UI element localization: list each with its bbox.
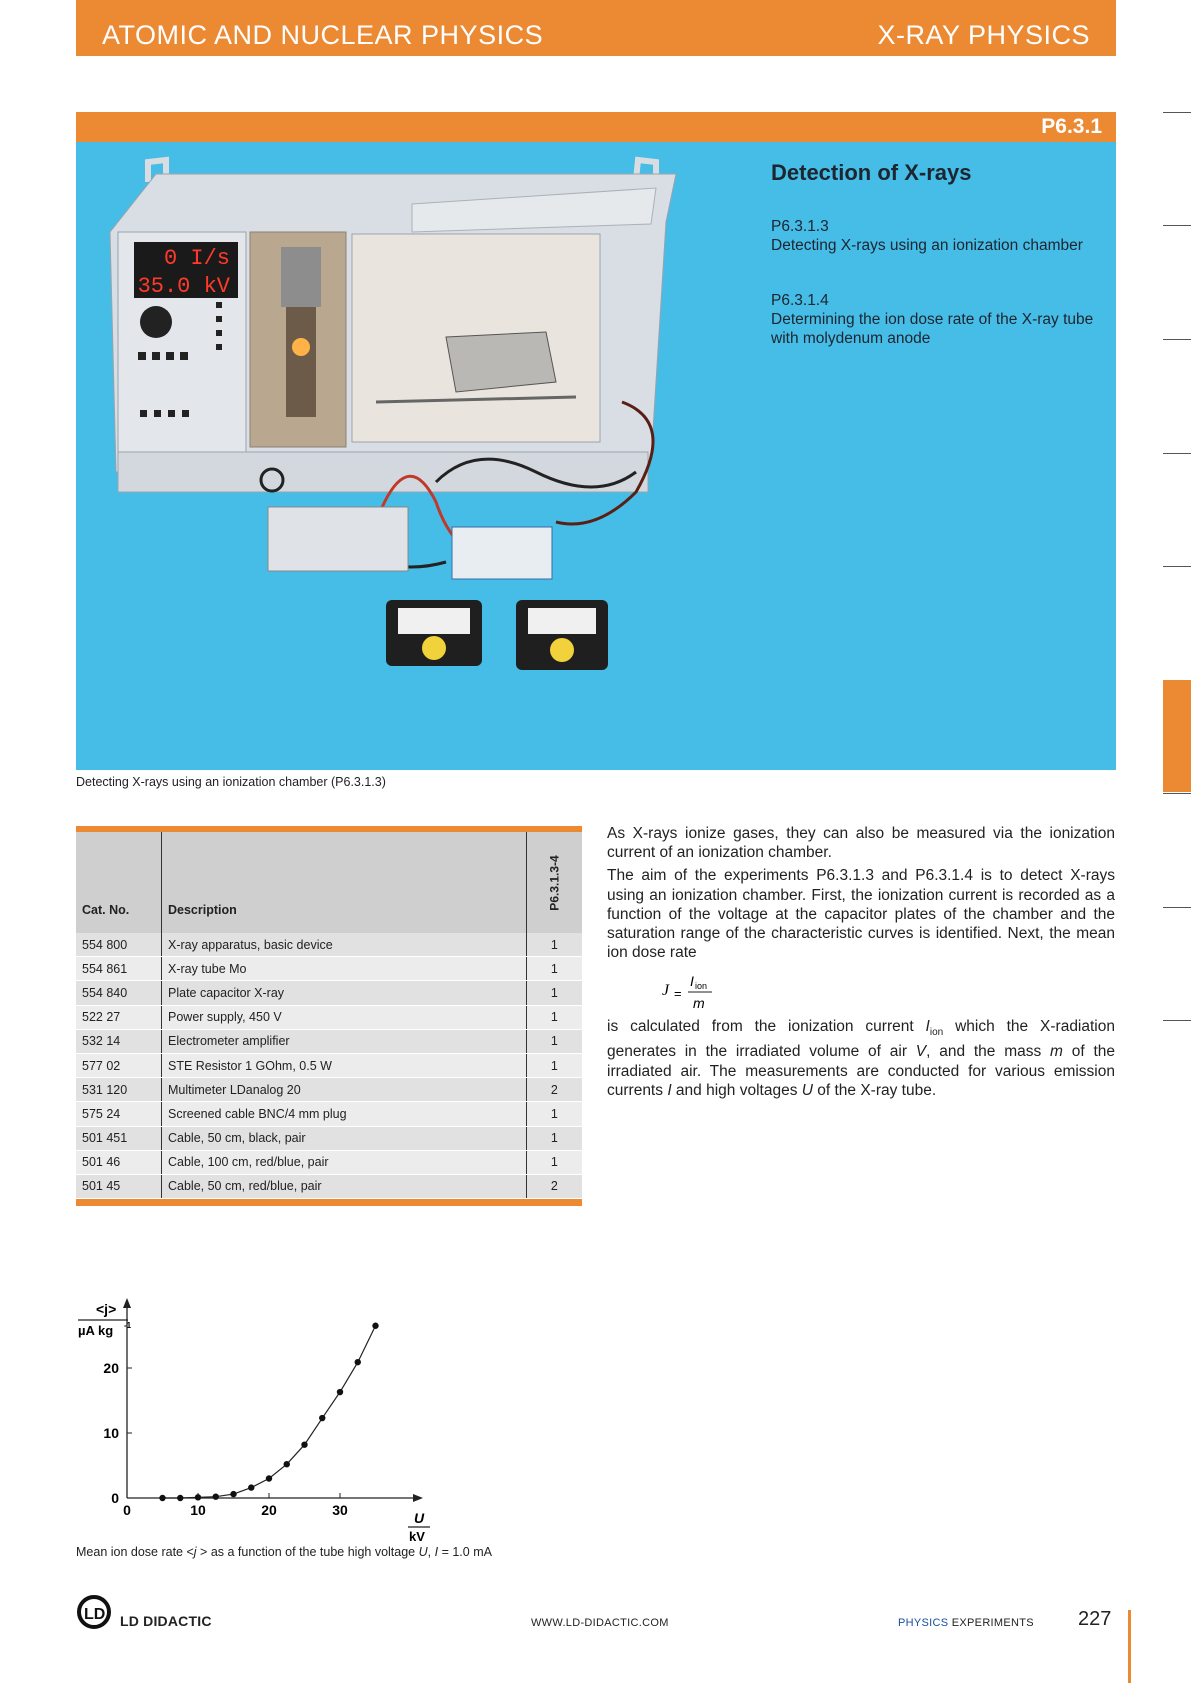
x-tick-label: 20 bbox=[261, 1502, 277, 1518]
cell-desc: Screened cable BNC/4 mm plug bbox=[162, 1102, 527, 1126]
tube-glow bbox=[292, 338, 310, 356]
xray-tube bbox=[286, 307, 316, 417]
y-tick-label: 10 bbox=[103, 1425, 119, 1441]
chart-line bbox=[163, 1326, 376, 1498]
experiment-text-2: Determining the ion dose rate of the X-ray tube with molydenum anode bbox=[771, 311, 1094, 347]
ion-dose-rate-formula bbox=[660, 970, 720, 1014]
cell-cat: 577 02 bbox=[76, 1053, 162, 1077]
body-paragraph-3: is calculated from the ionization current $I_{ion}$ which the X-radiation generates in the irradiated volume of air V, and the mass m of the irradiated air. The measurements are conducted for various emission currents I and high voltages U of the X-ray tube. bbox=[607, 1018, 1115, 1099]
chart-caption: Mean ion dose rate <j > as a function of the tube high voltage U, I = 1.0 mA bbox=[76, 1545, 492, 1559]
data-point bbox=[266, 1475, 272, 1481]
body-text-top bbox=[607, 824, 1115, 966]
data-point bbox=[195, 1494, 201, 1500]
cell-qty: 1 bbox=[526, 957, 582, 981]
equipment-table bbox=[76, 826, 582, 1206]
formula-numerator-sub: ion bbox=[695, 981, 708, 991]
margin-tick bbox=[1163, 793, 1191, 794]
experiment-item-2 bbox=[771, 291, 1101, 348]
body-paragraph-2: The aim of the experiments P6.3.1.3 and P6.3.1.4 is to detect X-rays using an ionization chamber. First, the ionization current is recorded as a function of the voltage at the capacitor plates of the chamber and the saturation range of the characteristic curves is identified. Next, the mean ion dose rate bbox=[607, 867, 1115, 962]
display-voltage: 35.0 kV bbox=[137, 274, 230, 299]
electrometer-amplifier bbox=[268, 507, 408, 571]
multimeter-right-dial bbox=[550, 638, 574, 662]
cell-desc: Cable, 50 cm, red/blue, pair bbox=[162, 1174, 527, 1198]
chart-xlabel-top: U bbox=[414, 1510, 425, 1526]
chart-ylabel-top: <j> bbox=[96, 1301, 117, 1317]
table-row bbox=[76, 957, 582, 981]
margin-tick bbox=[1163, 112, 1191, 113]
formula-numerator: I bbox=[690, 973, 694, 989]
display-rate: 0 I/s bbox=[163, 246, 230, 271]
margin-tick bbox=[1163, 907, 1191, 908]
data-point bbox=[319, 1415, 325, 1421]
cell-desc: Multimeter LDanalog 20 bbox=[162, 1078, 527, 1102]
connection-panel bbox=[118, 452, 648, 492]
page-number: 227 bbox=[1078, 1608, 1112, 1630]
col-header-desc: Description bbox=[162, 832, 527, 933]
table-row bbox=[76, 1078, 582, 1102]
chart-curve bbox=[163, 1326, 376, 1498]
experiment-text-1: Detecting X-rays using an ionization chamber bbox=[771, 237, 1083, 254]
formula-denominator: m bbox=[693, 995, 705, 1011]
cell-desc: Cable, 100 cm, red/blue, pair bbox=[162, 1150, 527, 1174]
experiment-title: Detection of X-rays bbox=[771, 160, 972, 185]
data-point bbox=[355, 1359, 361, 1365]
section-title: X-RAY PHYSICS bbox=[877, 20, 1090, 50]
footer-series bbox=[898, 1617, 1034, 1629]
chart-axes bbox=[103, 1298, 423, 1518]
data-point bbox=[337, 1389, 343, 1395]
data-point bbox=[372, 1323, 378, 1329]
data-point bbox=[177, 1495, 183, 1501]
cell-qty: 1 bbox=[526, 1150, 582, 1174]
chart-xlabel-bottom: kV bbox=[409, 1529, 425, 1544]
table-row bbox=[76, 1029, 582, 1053]
cell-cat: 554 800 bbox=[76, 933, 162, 957]
header-bar bbox=[76, 0, 1116, 56]
table-bottom-rule bbox=[76, 1199, 582, 1206]
table-row bbox=[76, 1150, 582, 1174]
svg-text:LD: LD bbox=[84, 1606, 106, 1623]
cell-qty: 1 bbox=[526, 1126, 582, 1150]
data-point bbox=[159, 1495, 165, 1501]
y-axis-arrow bbox=[123, 1298, 131, 1308]
apparatus-photo bbox=[76, 142, 776, 770]
cell-cat: 554 861 bbox=[76, 957, 162, 981]
y-tick-label: 20 bbox=[103, 1360, 119, 1376]
experiment-code-bar bbox=[76, 112, 1116, 142]
data-point bbox=[230, 1491, 236, 1497]
cell-cat: 501 451 bbox=[76, 1126, 162, 1150]
plate-capacitor bbox=[446, 332, 556, 392]
cell-desc: Power supply, 450 V bbox=[162, 1005, 527, 1029]
ld-logo-icon bbox=[76, 1594, 118, 1630]
margin-tick bbox=[1163, 453, 1191, 454]
data-point bbox=[284, 1461, 290, 1467]
multimeter-left-dial bbox=[422, 636, 446, 660]
data-point bbox=[213, 1494, 219, 1500]
chapter-title: ATOMIC AND NUCLEAR PHYSICS bbox=[102, 20, 544, 50]
cell-cat: 522 27 bbox=[76, 1005, 162, 1029]
footer-accent-line bbox=[1128, 1610, 1131, 1683]
cell-qty: 1 bbox=[526, 981, 582, 1005]
experiment-code: P6.3.1 bbox=[1041, 115, 1102, 138]
multimeter-right-scale bbox=[528, 608, 596, 634]
table-row bbox=[76, 1174, 582, 1198]
col-header-qty-label: P6.3.1.3-4 bbox=[547, 854, 562, 911]
cell-cat: 554 840 bbox=[76, 981, 162, 1005]
x-tick-label: 30 bbox=[332, 1502, 348, 1518]
margin-tick bbox=[1163, 225, 1191, 226]
margin-tick bbox=[1163, 566, 1191, 567]
x-tick-label: 0 bbox=[123, 1502, 131, 1518]
cell-cat: 575 24 bbox=[76, 1102, 162, 1126]
col-header-qty bbox=[526, 832, 582, 933]
cell-desc: STE Resistor 1 GOhm, 0.5 W bbox=[162, 1053, 527, 1077]
cell-cat: 501 45 bbox=[76, 1174, 162, 1198]
formula-equals: = bbox=[674, 986, 682, 1001]
equipment-table-grid bbox=[76, 832, 582, 1199]
table-row bbox=[76, 933, 582, 957]
brand-name: LD DIDACTIC bbox=[120, 1613, 212, 1629]
experiment-code-2: P6.3.1.4 bbox=[771, 292, 829, 309]
chapter-side-tab bbox=[1163, 680, 1191, 792]
experiment-item-1 bbox=[771, 217, 1101, 255]
multimeter-left-scale bbox=[398, 608, 470, 634]
cell-qty: 1 bbox=[526, 1102, 582, 1126]
formula-lhs: J bbox=[662, 982, 670, 999]
cell-cat: 501 46 bbox=[76, 1150, 162, 1174]
x-tick-label: 10 bbox=[190, 1502, 206, 1518]
chart-ylabel-bottom: µA kg bbox=[78, 1323, 114, 1338]
table-row bbox=[76, 1053, 582, 1077]
experiment-code-1: P6.3.1.3 bbox=[771, 218, 829, 235]
chart-ylabel-exp: -1 bbox=[124, 1321, 132, 1330]
body-text-bottom bbox=[607, 1017, 1115, 1104]
body-paragraph-1: As X-rays ionize gases, they can also be measured via the ionization current of an ionization chamber. bbox=[607, 825, 1115, 862]
cell-cat: 531 120 bbox=[76, 1078, 162, 1102]
footer-physics: PHYSICS bbox=[898, 1617, 949, 1629]
control-knob bbox=[140, 306, 172, 338]
footer-experiments: EXPERIMENTS bbox=[951, 1617, 1034, 1629]
margin-tick bbox=[1163, 339, 1191, 340]
table-row bbox=[76, 1102, 582, 1126]
chart-points bbox=[159, 1323, 378, 1502]
cell-desc: Plate capacitor X-ray bbox=[162, 981, 527, 1005]
cell-cat: 532 14 bbox=[76, 1029, 162, 1053]
table-row bbox=[76, 1126, 582, 1150]
cell-qty: 2 bbox=[526, 1078, 582, 1102]
table-row bbox=[76, 981, 582, 1005]
dose-rate-chart bbox=[70, 1290, 460, 1550]
resistor-module bbox=[452, 527, 552, 579]
cell-qty: 1 bbox=[526, 1029, 582, 1053]
x-axis-arrow bbox=[413, 1494, 423, 1502]
cell-qty: 1 bbox=[526, 1053, 582, 1077]
col-header-cat: Cat. No. bbox=[76, 832, 162, 933]
y-tick-label: 0 bbox=[111, 1490, 119, 1506]
data-point bbox=[248, 1484, 254, 1490]
margin-tick bbox=[1163, 1020, 1191, 1021]
cell-qty: 1 bbox=[526, 933, 582, 957]
footer-url[interactable]: WWW.LD-DIDACTIC.COM bbox=[531, 1617, 669, 1629]
photo-caption: Detecting X-rays using an ionization chamber (P6.3.1.3) bbox=[76, 775, 386, 789]
cell-qty: 1 bbox=[526, 1005, 582, 1029]
cell-qty: 2 bbox=[526, 1174, 582, 1198]
cell-desc: Electrometer amplifier bbox=[162, 1029, 527, 1053]
cell-desc: X-ray tube Mo bbox=[162, 957, 527, 981]
data-point bbox=[301, 1442, 307, 1448]
table-row bbox=[76, 1005, 582, 1029]
cell-desc: X-ray apparatus, basic device bbox=[162, 933, 527, 957]
tube-cooler bbox=[281, 247, 321, 307]
cell-desc: Cable, 50 cm, black, pair bbox=[162, 1126, 527, 1150]
